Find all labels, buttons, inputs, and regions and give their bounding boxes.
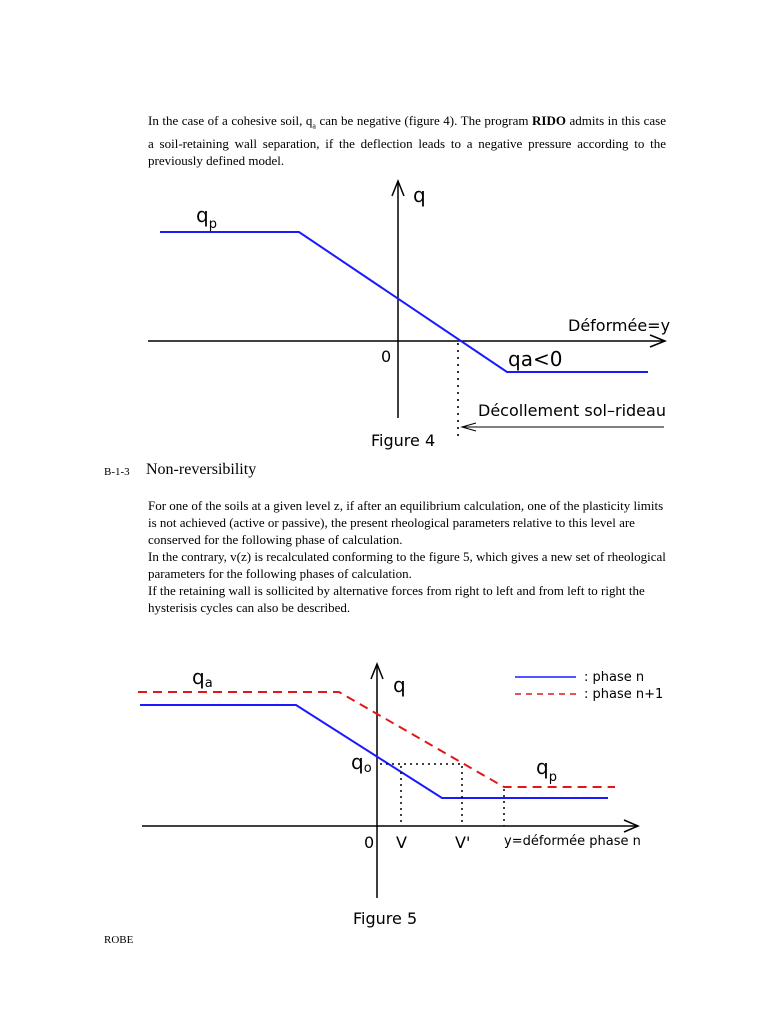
body-line-2: In the contrary, v(z) is recalculated conforming to the figure 5, which gives a new set of rheological parameters for the following phases of calculation. — [148, 549, 666, 581]
fig4-curve — [160, 232, 648, 372]
fig5-q-label: q — [393, 673, 406, 697]
fig5-x-axis-label: y=déformée phase n — [504, 834, 641, 849]
fig5-caption: Figure 5 — [353, 909, 418, 928]
intro-subscript: a — [312, 121, 316, 131]
fig4-qp-label: $q_p$ — [196, 203, 217, 232]
intro-text-2: can be negative (figure 4). The program — [315, 113, 532, 128]
fig5-vprime-label: V' — [455, 833, 471, 852]
intro-text-1: In the case of a cohesive soil, q — [148, 113, 313, 128]
fig4-origin: 0 — [381, 347, 392, 366]
figure-5 — [0, 640, 768, 940]
footer-text: ROBE — [104, 934, 134, 946]
fig5-v-label: V — [396, 833, 407, 852]
fig5-origin: 0 — [364, 833, 375, 852]
section-title: Non-reversibility — [146, 461, 257, 478]
intro-text-3: admits in this case a soil-retaining wall separation, if the deflection leads to a negative pressure according to the previously defined model. — [148, 113, 666, 168]
section-number: B-1-3 — [104, 466, 130, 478]
body-paragraph — [148, 497, 666, 616]
program-name: RIDO — [532, 113, 566, 128]
fig5-q0-label: qo — [351, 750, 372, 776]
legend-phase-n-label: : phase n — [584, 670, 645, 685]
fig5-qp-label: $q_p$ — [536, 755, 557, 785]
fig4-caption: Figure 4 — [371, 431, 436, 450]
figure-4 — [0, 0, 768, 460]
body-line-1: For one of the soils at a given level z, if after an equilibrium calculation, one of the plasticity limits is not achieved (active or passive), the present rheological parameters relative to this level are conserved for the following phase of calculation. — [148, 498, 664, 547]
fig4-separation-label: Décollement sol–rideau — [478, 401, 666, 420]
fig4-x-axis-label: Déformée=y — [568, 316, 671, 335]
legend-phase-n1-label: : phase n+1 — [584, 687, 664, 702]
fig4-qa-label: qa<0 — [508, 347, 563, 371]
fig5-qa-label: qa — [192, 665, 213, 691]
fig5-phase-n-curve — [140, 705, 608, 798]
fig4-q-label: q — [413, 183, 426, 207]
body-line-3: If the retaining wall is sollicited by alternative forces from right to left and from left to right the hysterisis cycles can also be described. — [148, 583, 645, 615]
